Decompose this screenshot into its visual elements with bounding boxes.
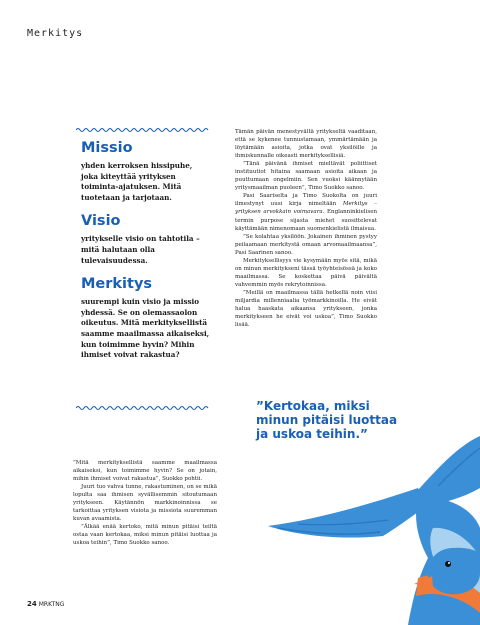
book-title: Merkitys – yrityksen arvokkain voimavara [235,201,377,216]
missio-text: yhden kerroksen hissipuhe, joka kiteyttää yrityksen toiminta-ajatuksen. Mitä tuotetaan ja tarjotaan. [81,161,193,202]
page-folio [27,600,64,608]
bottom-wavy-divider [76,405,210,411]
missio-title: Missio [81,140,133,156]
bird-illustration [268,428,480,625]
body-text: . Englanninkielisen termin purpose sijasta miehet suosittelevat käyttämään nimenomaan suomenkielistä ilmaisua. [235,209,377,232]
pull-quote-line: ja uskoa teihin.” [256,427,368,441]
body-paragraph: Tämän päivän menestyvältä yritykseltä vaaditaan, että se kykenee tunnustamaan, ymmärtämään ja löytämään asioita, jotka ovat yksilöille ja ihmiskunnalle oikeasti merkityksellisiä. [235,129,377,160]
merkitys-title: Merkitys [81,276,153,293]
visio-title: Visio [81,213,121,230]
body-paragraph: ”Se kolahtaa yksilöön. Jokainen ihminen pystyy peilaamaan merkitystä omaan arvomaailmaansa”, Pasi Saarinen sanoo. [235,233,377,256]
merkitys-text: suurempi kuin visio ja missio yhdessä. Se on olemassaolon oikeutus. Mitä merkityksellistä saamme maailmassa aikaiseksi, kun toimimme hyvin? Mihin ihmiset voivat rakastua? [81,297,210,360]
body-paragraph: ”Meillä on maailmassa tällä hetkellä noin viisi miljardia millenniaalia työmarkkinoilla. He eivät halua haaskata aikaansa yritykseen, jonka merkitykseen he eivät voi uskoa”, Timo Suokko lisää. [235,289,377,329]
body-paragraph: ”Mitä merkityksellistä saamme maailmassa aikaiseksi, kun toimimme hyvin? Se on jotain, mihin ihmiset voivat rakastua”, Suokko pohtii. [73,460,217,483]
pull-quote-line: ”Kertokaa, miksi [256,399,370,413]
body-paragraph [235,192,377,232]
left-body-column [73,459,217,548]
magazine-name: MRKTNG [38,601,65,608]
visio-text: yritykselle visio on tahtotila – mitä halutaan olla tulevaisuudessa. [81,234,200,265]
section-tag: Merkitys [27,28,84,39]
body-paragraph: ”Älkää enää kertoko, mitä minun pitäisi teiltä ostaa vaan kertokaa, miksi minun pitäisi luottaa ja uskoa teihin”, Timo Suokko sanoo. [73,524,217,547]
body-paragraph: ”Tänä päivänä ihmiset mieltävät poliittiset instituutiot hitaina saamaan asioita aikaan ja puuttumaan ongelmiin. Sen vuoksi käännytään yritysmaailman puoleen”, Timo Suokko sanoo. [235,161,377,192]
right-body-column [235,128,377,329]
page-number: 24 [27,600,37,608]
body-paragraph: Merkityksellisyys vie kysymään myös sitä, mikä on minun merkitykseni tässä työyhteisössä ja koko maailmassa. Se koskettaa päivä päivältä vahvemmin myös rekrytoinnissa. [235,257,377,288]
top-wavy-divider [76,127,210,133]
pull-quote-line: minun pitäisi luottaa [256,413,398,427]
body-text: Pasi Saariselta ja Timo Suokolta on juuri ilmestynyt uusi kirja nimeltään [235,193,377,208]
definitions-card [81,140,211,371]
body-paragraph: Juuri tuo vahva tunne, rakastuminen, on se mikä lopulta saa ihmisen syvällisemmin sitoutumaan yritykseen. Käytännön markkinoinnissa se tarkoittaa yrityksen visiota ja missiota suuremman kuvan avaamista. [73,484,217,523]
